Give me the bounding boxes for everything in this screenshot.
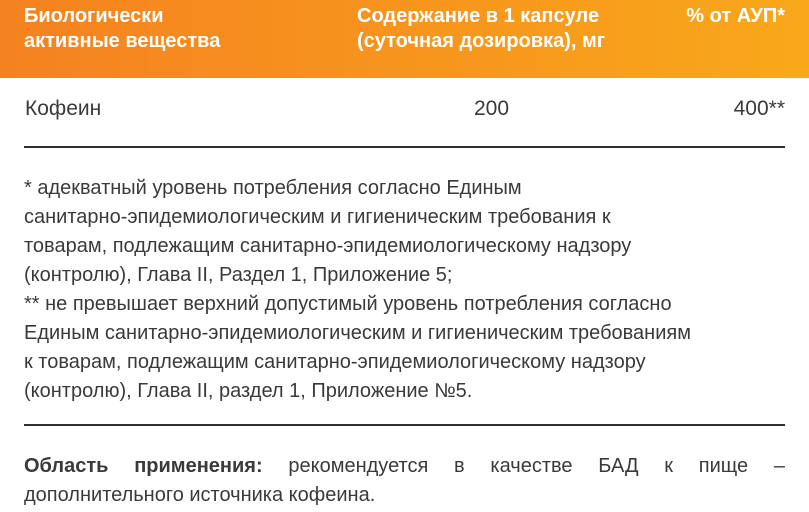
cell-dose-value: 200 xyxy=(474,97,510,120)
header-aup-label: % от АУП* xyxy=(686,5,785,27)
footnote-line: (контролю), Глава II, раздел 1, Приложение №5. xyxy=(24,380,473,402)
footnote-line: к товарам, подлежащим санитарно-эпидемиологическому надзору xyxy=(24,351,646,373)
usage-line1 xyxy=(24,452,785,481)
divider-top xyxy=(24,146,785,148)
table-row xyxy=(0,78,809,148)
header-aup xyxy=(645,4,785,29)
footnote-line: товарам, подлежащим санитарно-эпидемиологическому надзору xyxy=(24,235,632,257)
footnote-line: (контролю), Глава II, Раздел 1, Приложение 5; xyxy=(24,264,453,286)
footnote-line: * адекватный уровень потребления согласно Единым xyxy=(24,177,522,199)
cell-substance-name: Кофеин xyxy=(25,97,102,120)
footnote-line: санитарно-эпидемиологическим и гигиеническим требования к xyxy=(24,206,611,228)
header-substances-line1: Биологически xyxy=(24,5,164,27)
footnotes xyxy=(24,174,789,406)
usage-label: Область применения: xyxy=(24,455,263,477)
usage-text-line2: дополнительного источника кофеина. xyxy=(24,484,376,506)
footnote-line: ** не превышает верхний допустимый уровень потребления согласно xyxy=(24,293,672,315)
header-content-line2: (суточная дозировка), мг xyxy=(357,30,606,52)
usage-section xyxy=(24,452,785,510)
footnote-line: Единым санитарно-эпидемиологическим и гигиеническим требованиям xyxy=(24,322,691,344)
divider-bottom xyxy=(24,424,785,426)
header-content xyxy=(357,4,647,54)
header-substances-line2: активные вещества xyxy=(24,30,221,52)
header-substances xyxy=(24,4,324,54)
cell-aup-value: 400** xyxy=(733,97,785,120)
table-header xyxy=(0,0,809,78)
usage-text-line1: рекомендуется в качестве БАД к пище – xyxy=(288,455,785,477)
header-content-line1: Содержание в 1 капсуле xyxy=(357,5,600,27)
